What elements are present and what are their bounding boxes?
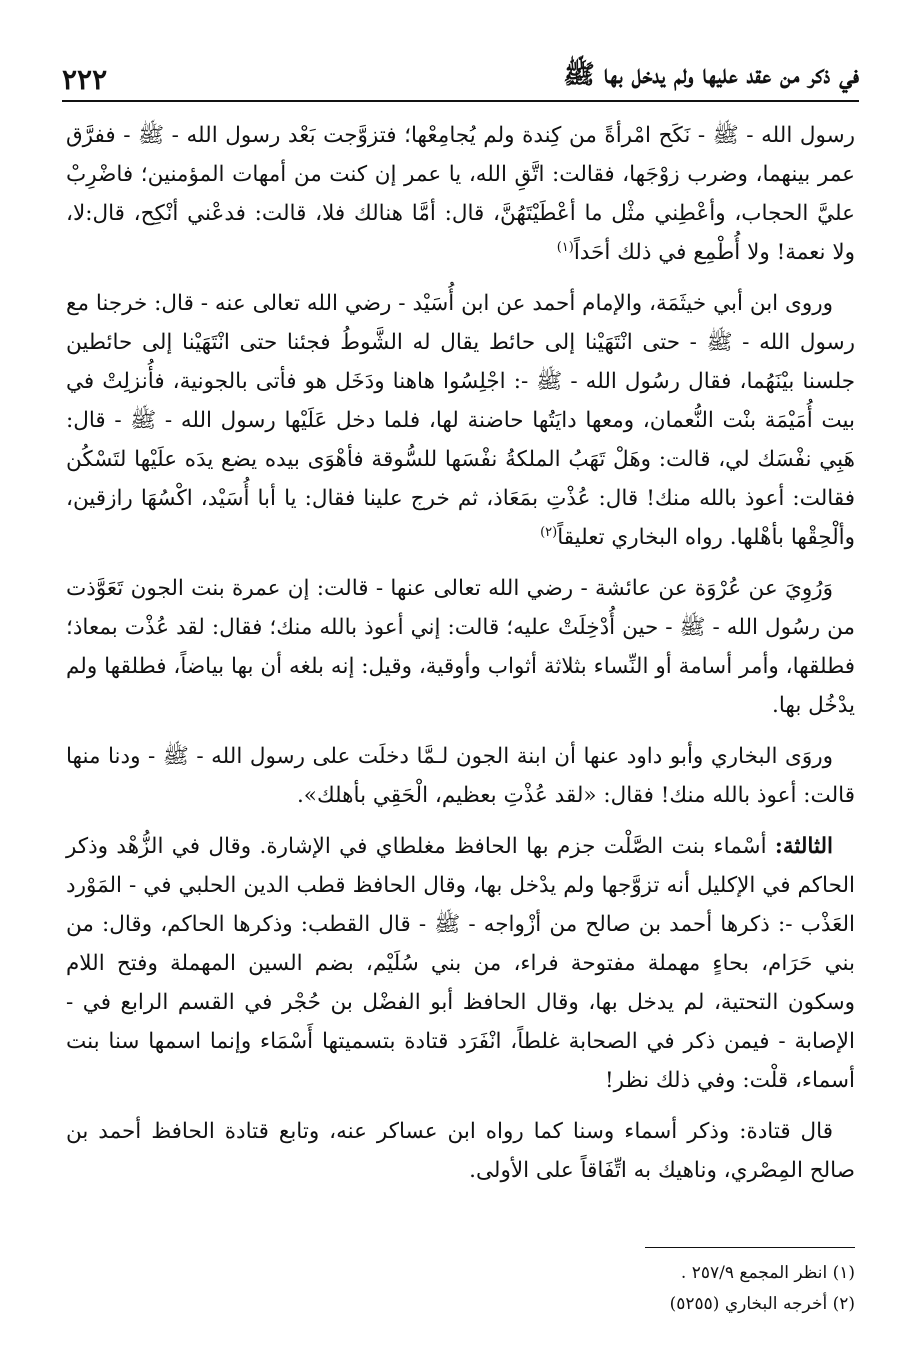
paragraph-text: وروَى البخاري وأبو داود عنها أن ابنة الجون لـمَّا دخلَت على رسول الله - ﷺ - ودنا منها قالت: أعوذ بالله منك! فقال: «لقد عُذْتِ بعظيم، الْحَقِي بأهلك».: [66, 744, 855, 808]
paragraph: [66, 827, 855, 1100]
footnote-divider: [645, 1247, 855, 1248]
page-number: ٢٢٢: [62, 63, 108, 96]
footnote-2: (٢) أخرجه البخاري (٥٢٥٥): [669, 1294, 855, 1314]
paragraph: [66, 569, 855, 725]
footnote-1: (١) انظر المجمع ٢٥٧/٩ .: [680, 1263, 855, 1283]
honorific-glyph: ﷺ: [563, 60, 595, 90]
footnote-marker: (٢): [540, 524, 558, 540]
paragraph: [66, 116, 855, 272]
paragraph-text: قال قتادة: وذكر أسماء وسنا كما رواه ابن عساكر عنه، وتابع قتادة الحافظ أحمد بن صالح المِصْري، وناهيك به اتِّفَاقاً على الأولى.: [66, 1119, 855, 1183]
paragraph-text: وروى ابن أبي خيثَمَة، والإمام أحمد عن ابن أُسَيْد - رضي الله تعالى عنه - قال: خرجنا مع رسول الله - ﷺ - حتى انْتَهَيْنا إلى حائط يقال له الشَّوطُ فجئنا حتى انْتَهَيْنا إلى حائطين جلسنا بيْنَهُما، فقال رسُول الله - ﷺ -: اجْلِسُوا هاهنا ودَخَل هو فأتى بالجونية، فأُنزلِتْ في بيت أُمَيْمَة بنْت النُّعمان، ومعها دايَتُها حاضنة لها، فلما دخل عَلَيْها رسول الله - ﷺ - قال: هَبِي نفْسَك لي، قالت: وهَلْ تَهَبُ الملكةُ نفْسَها للسُّوقة فأهْوَى بيده يضع يدَه علَيْها لتَسْكُن فقالت: أعوذ بالله منك! قال: عُذْتِ بمَعَاذ، ثم خرج علينا فقال: يا أبا أُسَيْد، اكْسُهَا رازقين، وألْحِقْها بأهْلها. رواه البخاري تعليقاً: [66, 291, 855, 550]
paragraph-text: رسول الله - ﷺ - نَكَح امْرأةً من كِندة ولم يُجامِعْها؛ فتزوَّجت بَعْد رسول الله - ﷺ - ففرَّق عمر بينهما، وضرب زوْجَها، فقالت: اتَّقِ الله، يا عمر إن كنت من أمهات المؤمنين؛ فاضْرِبْ عليَّ الحجاب، وأعْطِني مثْل ما أعْطَيْتَهُنَّ، قال: أمَّا هنالك فلا، قالت: فدعْني أنْكِح، قال:لا، ولا نعمة! ولا أُطْمِع في ذلك أحَداً: [66, 123, 855, 265]
header-title: [563, 58, 859, 96]
paragraph-text: وَرُوِيَ عن عُرْوَة عن عائشة - رضي الله تعالى عنها - قالت: إن عمرة بنت الجون تَعَوَّذت من رسُول الله - ﷺ - حين أُدْخِلَتْ عليه؛ قالت: إني أعوذ بالله منك؛ فقال: لقد عُذْت بمعاذ؛ فطلقها، وأمر أسامة أو النِّساء بثلاثة أثواب وأوقية، وقيل: إنه بلغه أن بها بياضاً، فطلقها ولم يدْخُل بها.: [66, 576, 855, 718]
paragraph: [66, 1112, 855, 1190]
paragraph-text: أسْماء بنت الصَّلْت جزم بها الحافظ مغلطاي في الإشارة. وقال في الزُّهْد وذكر الحاكم في الإكليل أنه تزوَّجها ولم يدْخل بها، وقال الحافظ قطب الدين الحلبي في - المَوْرد العَذْب -: ذكرها أحمد بن صالح من أزْواجه - ﷺ - قال القطب: وذكرها الحاكم، وقال: من بني حَرَام، بحاءٍ مهملة مفتوحة فراء، من بني سُلَيْم، بضم السين المهملة وفتح اللام وسكون التحتية، لم يدخل بها، وقال الحافظ أبو الفضْل بن حُجْر في القسم الرابع في - الإصابة - فيمن ذكر في الصحابة غلطاً، انْفَرَد قتادة بتسميتها أَسْمَاء وإنما اسمها سنا بنت أسماء، قلْت: وفي ذلك نظر!: [66, 834, 855, 1093]
header-title-text: في ذكر من عقد عليها ولم يدخل بها: [603, 60, 859, 90]
paragraph: [66, 284, 855, 557]
paragraph: [66, 737, 855, 815]
footnote-marker: (١): [556, 239, 574, 255]
footnotes: [66, 1247, 855, 1320]
main-text: [66, 116, 855, 1202]
running-header: [62, 56, 859, 102]
section-lead: الثالثة:: [774, 834, 833, 859]
